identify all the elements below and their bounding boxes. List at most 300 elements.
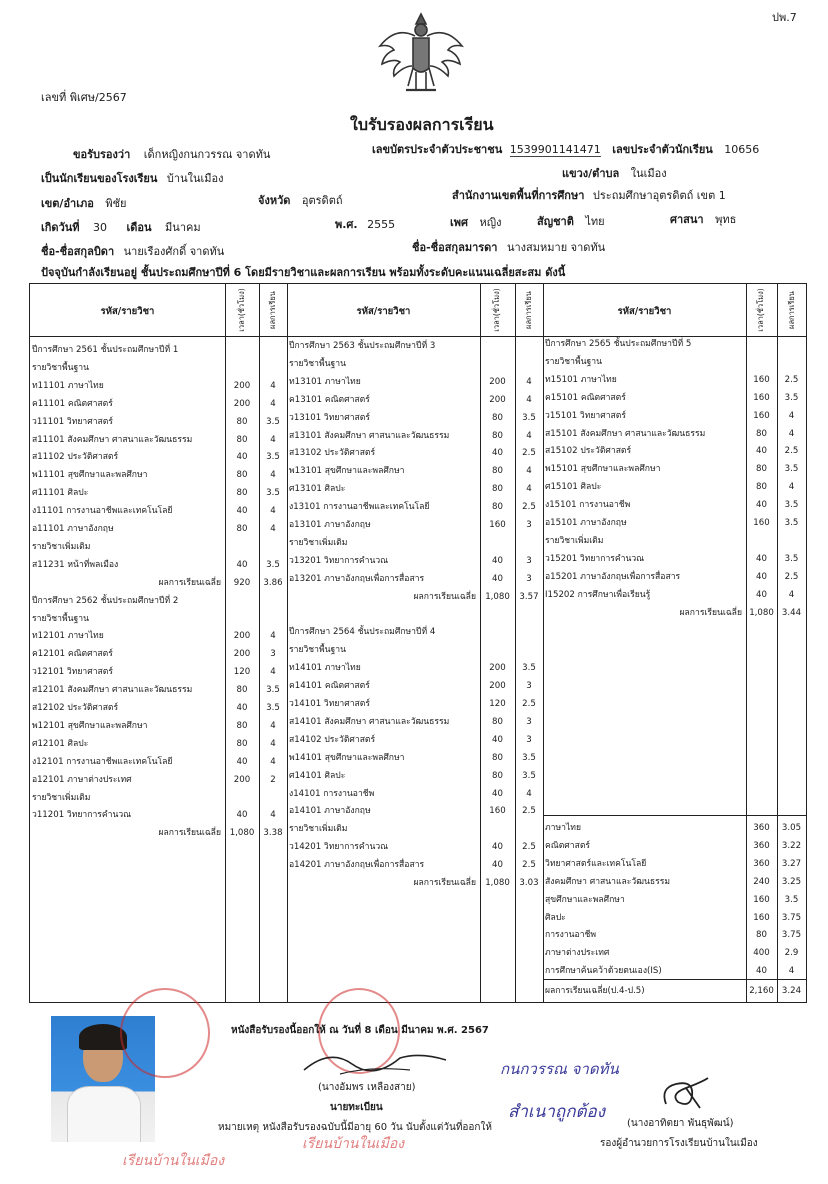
table-row [30,354,806,371]
table-row [30,856,806,873]
grade-cell: 2.5 [784,446,799,457]
hours-cell: 80 [756,482,767,493]
hours-cell: 40 [756,553,767,564]
certify-label: ขอรับรองว่า [73,148,131,161]
table-row [30,497,806,514]
grade-cell: 4 [526,394,532,405]
garuda-emblem [376,6,466,98]
born-label: เกิดวันที่ [41,221,80,234]
grade-cell: 4 [270,631,276,642]
summary-total-grade: 3.24 [781,986,802,996]
subject-cell: พ15101 สุขศึกษาและพลศึกษา [545,464,661,475]
table-row [30,750,806,767]
area: ประถมศึกษาอุตรดิตถ์ เขต 1 [592,189,726,202]
subject-cell: ภาษาต่างประเทศ [545,948,610,959]
hours-cell: 200 [489,376,506,387]
subject-cell: รายวิชาพื้นฐาน [32,362,89,373]
registrar-signature [300,1044,450,1078]
table-row [30,569,806,586]
subject-cell: ง15101 การงานอาชีพ [545,500,631,511]
summary-total-label: ผลการเรียนเฉลี่ย(ป.4-ป.5) [545,986,645,996]
hours-cell: 80 [492,466,503,477]
table-row [30,551,806,568]
subject-cell: ท15101 ภาษาไทย [545,374,617,385]
subject-cell: ว14201 วิทยาการคำนวณ [289,842,389,853]
grade-cell: 2.5 [522,502,536,513]
student-no: 10656 [724,143,760,156]
grade-cell: 3.86 [263,577,283,588]
province: อุตรดิตถ์ [301,194,343,207]
table-row [30,678,806,695]
hours-cell: 80 [492,502,503,513]
hours-cell: 80 [756,428,767,439]
subject-cell: ส14101 สังคมศึกษา ศาสนาและวัฒนธรรม [289,716,450,727]
subject-cell: คณิตศาสตร์ [545,840,591,851]
table-row [30,874,806,891]
id-label: เลขบัตรประจำตัวประชาชน [372,143,503,156]
table-row [30,732,806,749]
grade-cell: 4 [526,376,532,387]
subject-cell: ส11102 ประวัติศาสตร์ [32,452,119,463]
hours-cell: 160 [489,806,506,817]
hours-cell: 40 [756,500,767,511]
table-row [30,820,806,837]
subject-cell: รายวิชาพื้นฐาน [32,613,89,624]
grade-cell: 3.5 [266,685,280,696]
grade-cell: 4 [270,470,276,481]
grade-cell: 3.57 [519,591,539,602]
grade-cell: 2.5 [522,842,536,853]
subject-cell: รายวิชาเพิ่มเติม [32,541,91,552]
header-grade-1: ผลการเรียน [268,291,277,329]
hours-cell: 200 [233,649,251,660]
subject-cell: วิทยาศาสตร์และเทคโนโลยี [545,858,647,869]
registrar-name: (นางอัมพร เหลืองสาย) [318,1082,416,1093]
doc-number: เลขที่ พิเศษ/2567 [41,91,127,104]
handwriting-certified: สำเนาถูกต้อง [508,1102,606,1122]
grade-cell: 4 [526,466,532,477]
grade-cell: 2.9 [784,948,799,959]
table-row [30,768,806,785]
hours-cell: 200 [489,394,506,405]
hours-cell: 360 [753,858,770,869]
subject-cell: รายวิชาพื้นฐาน [289,645,346,656]
hours-cell: 40 [756,966,767,977]
subject-cell: พ11101 สุขศึกษาและพลศึกษา [32,470,148,481]
subject-cell: ง14101 การงานอาชีพ [289,788,375,799]
table-row [30,336,806,353]
subject-cell: ว11201 วิทยาการคำนวณ [32,810,132,821]
subject-cell: ศ15101 ศิลปะ [545,482,602,493]
grade-cell: 4 [270,434,276,445]
note: หมายเหตุ หนังสือรับรองฉบับนี้มีอายุ 60 วัน นับตั้งแต่วันที่ออกให้ [218,1122,492,1133]
hours-cell: 200 [233,380,251,391]
born-month: มีนาคม [165,221,201,234]
hours-cell: 80 [236,434,248,445]
hours-cell: 40 [756,571,767,582]
table-row [30,624,806,641]
subject-cell: ค15101 คณิตศาสตร์ [545,392,626,403]
subject-cell: รายวิชาเพิ่มเติม [289,824,348,835]
father-name: นายเรืองศักดิ์ จาดทัน [123,245,225,258]
hours-cell: 120 [233,667,251,678]
grade-cell: 3 [526,734,532,745]
hours-cell: 80 [236,470,248,481]
grade-cell: 2.5 [522,860,536,871]
subject-cell: อ13101 ภาษาอังกฤษ [289,520,371,530]
header-hours-3: เวลา(ชั่วโมง) [756,288,765,332]
hours-cell: 40 [756,446,767,457]
director-name: (นางอาทิตยา พันธุพัฒน์) [627,1118,734,1129]
subject-cell: ค13101 คณิตศาสตร์ [289,394,370,405]
grade-cell: 3 [526,681,532,692]
hours-cell: 40 [492,734,503,745]
hours-cell: 160 [753,410,770,421]
table-row [30,910,806,927]
grade-cell: 3.5 [266,416,280,427]
nationality-label: สัญชาติ [537,215,574,228]
header-hours-1: เวลา(ชั่วโมง) [237,288,246,332]
hours-cell: 80 [236,524,248,534]
subject-cell: ส15101 สังคมศึกษา ศาสนาและวัฒนธรรม [545,428,706,439]
subject-cell: ผลการเรียนเฉลี่ย [413,878,476,888]
id-number: 1539901141471 [509,143,601,156]
table-row [30,515,806,532]
table-row [30,927,806,944]
grade-cell: 2.5 [784,571,799,582]
subject-cell: อ15101 ภาษาอังกฤษ [545,518,627,528]
subject-cell: ท13101 ภาษาไทย [289,376,361,387]
grade-cell: 4 [270,756,276,767]
hours-cell: 40 [236,559,248,570]
grade-cell: 3 [526,716,532,727]
grade-cell: 4 [270,720,276,731]
subject-cell: รายวิชาเพิ่มเติม [289,537,348,548]
grade-cell: 4 [270,398,276,409]
registrar-title: นายทะเบียน [330,1102,383,1113]
hours-cell: 80 [236,416,248,427]
grade-cell: 3.44 [781,607,802,618]
grade-cell: 3.5 [522,412,536,423]
grade-cell: 4 [270,738,276,749]
hours-cell: 200 [233,631,251,642]
table-row [30,426,806,443]
header-subject-2: รหัส/รายวิชา [356,306,411,317]
grade-cell: 3.5 [784,894,799,905]
subject-cell: การศึกษาค้นคว้าด้วยตนเอง(IS) [545,966,662,977]
hours-cell: 80 [756,930,767,941]
subject-cell: ภาษาไทย [545,823,582,833]
grade-cell: 4 [788,482,795,493]
hours-cell: 240 [753,876,770,887]
grade-cell: 4 [270,667,276,678]
header-grade-2: ผลการเรียน [524,291,533,329]
subject-cell: ว13201 วิทยาการคำนวณ [289,555,389,566]
student-name: เด็กหญิงกนกวรรณ จาดทัน [143,148,271,161]
seal-text-left: เรียนบ้านในเมือง [122,1153,225,1169]
hours-cell: 160 [753,894,770,905]
subject-cell: พ12101 สุขศึกษาและพลศึกษา [32,720,148,731]
director-title: รองผู้อำนวยการโรงเรียนบ้านในเมือง [600,1138,758,1149]
subject-cell: อ14201 ภาษาอังกฤษเพื่อการสื่อสาร [289,860,425,871]
subject-cell: ค14101 คณิตศาสตร์ [289,681,370,692]
subject-cell: สุขศึกษาและพลศึกษา [545,894,625,905]
grade-cell: 3.5 [266,488,280,499]
grade-cell: 3.5 [784,518,799,528]
grade-cell: 2.5 [522,806,536,817]
table-row [30,945,806,962]
subject-cell: ปีการศึกษา 2564 ชั้นประถมศึกษาปีที่ 4 [289,627,436,638]
subject-cell: สังคมศึกษา ศาสนาและวัฒนธรรม [545,876,670,887]
subject-cell: การงานอาชีพ [545,930,597,941]
transcript-table [29,283,807,1003]
subject-cell: ศ13101 ศิลปะ [289,484,346,495]
grade-cell: 4 [526,788,532,799]
school-seal-left [120,988,210,1078]
hours-cell: 80 [236,720,248,731]
hours-cell: 40 [236,506,248,517]
subject-cell: อ15201 ภาษาอังกฤษเพื่อการสื่อสาร [545,571,681,582]
subject-cell: ส13102 ประวัติศาสตร์ [289,448,376,459]
hours-cell: 80 [492,412,503,423]
table-row [30,533,806,550]
province-label: จังหวัด [258,194,291,207]
subject-cell: ศ12101 ศิลปะ [32,738,89,749]
table-row [30,408,806,425]
district-label: เขต/อำเภอ [41,197,94,210]
hours-cell: 80 [756,464,767,475]
subject-cell: ปีการศึกษา 2561 ชั้นประถมศึกษาปีที่ 1 [32,345,179,355]
hours-cell: 80 [236,738,248,749]
grade-cell: 4 [788,589,795,600]
grade-cell: 2.5 [784,374,799,385]
hours-cell: 360 [753,840,770,851]
grade-cell: 4 [788,428,795,439]
subject-cell: ว11101 วิทยาศาสตร์ [32,416,113,427]
table-row [30,892,806,909]
hours-cell: 40 [492,788,503,799]
grade-cell: 2.5 [522,699,536,709]
hours-cell: 40 [492,842,503,853]
subject-cell: อ12101 ภาษาต่างประเทศ [32,774,132,785]
subject-cell: ท12101 ภาษาไทย [32,631,104,642]
table-row [30,390,806,407]
grade-cell: 3.5 [266,703,280,713]
hours-cell: 160 [753,392,770,403]
grade-cell: 3.5 [266,452,280,463]
subdistrict: ในเมือง [630,167,667,180]
grade-cell: 3.5 [266,559,280,570]
issue-date: หนังสือรับรองนี้ออกให้ ณ วันที่ 8 เดือน มีนาคม พ.ศ. 2567 [231,1025,489,1036]
father-label: ชื่อ-ชื่อสกุลบิดา [41,245,115,258]
hours-cell: 40 [236,452,248,463]
status-line: ปัจจุบันกำลังเรียนอยู่ ชั้นประถมศึกษาปีที่ 6 โดยมีรายวิชาและผลการเรียน พร้อมทั้งระดับคะแนนเฉลี่ยสะสม ดังนี้ [41,266,566,279]
subject-cell: ท14101 ภาษาไทย [289,663,361,674]
subject-cell: ส11231 หน้าที่พลเมือง [32,559,119,570]
hours-cell: 200 [233,774,251,785]
subject-cell: ค12101 คณิตศาสตร์ [32,649,113,660]
table-row [30,479,806,496]
grade-cell: 2 [270,774,276,785]
table-row [30,838,806,855]
grade-cell: 3.25 [781,876,802,887]
mother-label: ชื่อ-ชื่อสกุลมารดา [412,241,498,254]
grade-cell: 3.22 [781,840,802,851]
grade-cell: 3 [270,649,276,660]
hours-cell: 40 [492,573,503,584]
page-title: ใบรับรองผลการเรียน [350,115,494,134]
hours-cell: 120 [489,699,506,709]
header-grade-3: ผลการเรียน [787,291,796,329]
hours-cell: 40 [756,589,767,600]
table-row [30,660,806,677]
hours-cell: 160 [753,518,770,528]
hours-cell: 80 [236,685,248,696]
hours-cell: 1,080 [229,828,255,839]
hours-cell: 80 [492,770,503,781]
born-year: 2555 [367,218,396,231]
summary-total-hours: 2,160 [749,986,774,996]
school-name: บ้านในเมือง [166,172,224,185]
hours-cell: 1,080 [749,607,774,618]
subject-cell: รายวิชาเพิ่มเติม [545,535,604,546]
grade-cell: 4 [526,430,532,441]
subject-cell: ท11101 ภาษาไทย [32,380,104,391]
hours-cell: 200 [489,663,506,674]
subject-cell: ส13101 สังคมศึกษา ศาสนาและวัฒนธรรม [289,430,450,441]
grade-cell: 3.5 [784,464,799,475]
hours-cell: 200 [233,398,251,409]
subject-cell: อ14101 ภาษาอังกฤษ [289,806,371,817]
grade-cell: 3 [526,520,532,530]
header-hours-2: เวลา(ชั่วโมง) [492,288,501,332]
subject-cell: ว14101 วิทยาศาสตร์ [289,699,370,709]
school-label: เป็นนักเรียนของโรงเรียน [41,172,158,185]
hours-cell: 80 [492,752,503,763]
religion: พุทธ [715,213,737,226]
hours-cell: 80 [492,716,503,727]
grade-cell: 3.5 [784,553,799,564]
subject-cell: ปีการศึกษา 2562 ชั้นประถมศึกษาปีที่ 2 [32,595,179,606]
grade-cell: 3.27 [781,858,802,869]
grade-cell: 3.75 [781,930,802,941]
handwriting-name: กนกวรรณ จาดทัน [500,1060,619,1078]
hours-cell: 40 [236,703,248,713]
subject-cell: รายวิชาพื้นฐาน [545,356,602,367]
grade-cell: 4 [270,380,276,391]
header-subject-3: รหัส/รายวิชา [617,306,672,317]
grade-cell: 3.5 [784,500,799,511]
subject-cell: ค11101 คณิตศาสตร์ [32,398,113,409]
area-label: สำนักงานเขตพื้นที่การศึกษา [452,189,585,202]
hours-cell: 80 [236,488,248,499]
subject-cell: ส11101 สังคมศึกษา ศาสนาและวัฒนธรรม [32,434,193,445]
table-row [30,786,806,803]
student-no-label: เลขประจำตัวนักเรียน [612,143,713,156]
subject-cell: ง11101 การงานอาชีพและเทคโนโลยี [32,506,173,517]
subject-cell: ส14102 ประวัติศาสตร์ [289,734,376,745]
subject-cell: ปีการศึกษา 2565 ชั้นประถมศึกษาปีที่ 5 [545,339,692,349]
hours-cell: 1,080 [485,591,510,602]
religion-label: ศาสนา [670,213,704,226]
hours-cell: 80 [492,430,503,441]
grade-cell: 4 [526,484,532,495]
subject-cell: อ11101 ภาษาอังกฤษ [32,524,114,534]
seal-text-right: เรียนบ้านในเมือง [302,1136,405,1152]
subject-cell: ว15201 วิทยาการคำนวณ [545,553,645,564]
subject-cell: ปีการศึกษา 2563 ชั้นประถมศึกษาปีที่ 3 [289,341,436,351]
grade-cell: 3.38 [263,828,283,839]
hours-cell: 80 [492,484,503,495]
subject-cell: ว13101 วิทยาศาสตร์ [289,412,370,423]
table-row [30,461,806,478]
grade-cell: 3 [526,555,532,566]
hours-cell: 1,080 [485,878,510,888]
subdistrict-label: แขวง/ตำบล [562,167,620,180]
subject-cell: รายวิชาเพิ่มเติม [32,792,91,803]
subject-cell: ผลการเรียนเฉลี่ย [679,607,742,618]
doc-code: ปพ.7 [772,11,797,24]
table-row [30,963,806,980]
sex-label: เพศ [450,216,468,229]
hours-cell: 160 [489,520,506,530]
table-row [30,696,806,713]
director-signature [656,1074,716,1114]
grade-cell: 4 [788,966,795,977]
subject-cell: รายวิชาพื้นฐาน [289,358,346,369]
grade-cell: 4 [270,810,276,821]
sex: หญิง [479,216,502,229]
grade-cell: 3.5 [522,752,536,763]
grade-cell: 4 [270,506,276,517]
year-label: พ.ศ. [335,218,358,231]
subject-cell: พ14101 สุขศึกษาและพลศึกษา [289,752,405,763]
district: พิชัย [105,197,127,210]
grade-cell: 4 [788,410,795,421]
hours-cell: 40 [236,810,248,821]
grade-cell: 3.03 [519,878,539,888]
born-day: 30 [93,221,108,234]
hours-cell: 360 [753,823,770,833]
grade-cell: 3.75 [781,912,802,923]
subject-cell: ส12101 สังคมศึกษา ศาสนาและวัฒนธรรม [32,685,193,696]
subject-cell: ง13101 การงานอาชีพและเทคโนโลยี [289,502,430,513]
grade-cell: 3.5 [784,392,799,403]
subject-cell: อ13201 ภาษาอังกฤษเพื่อการสื่อสาร [289,573,425,584]
grade-cell: 3.05 [781,823,802,833]
mother-name: นางสมหมาย จาดทัน [506,241,606,254]
nationality: ไทย [585,215,605,228]
table-row [30,803,806,820]
subject-cell: ส12102 ประวัติศาสตร์ [32,703,119,713]
subject-cell: ผลการเรียนเฉลี่ย [413,591,476,602]
hours-cell: 400 [753,948,770,959]
grade-cell: 4 [270,524,276,534]
grade-cell: 2.5 [522,448,536,459]
hours-cell: 40 [492,448,503,459]
table-row [30,443,806,460]
subject-cell: ศ14101 ศิลปะ [289,770,346,781]
subject-cell: ศ11101 ศิลปะ [32,488,89,499]
grade-cell: 3.5 [522,770,536,781]
hours-cell: 40 [236,756,248,767]
header-subject-1: รหัส/รายวิชา [100,306,155,317]
table-row [30,372,806,389]
table-row [30,605,806,622]
hours-cell: 160 [753,374,770,385]
subject-cell: ผลการเรียนเฉลี่ย [158,577,221,588]
grade-cell: 3 [526,573,532,584]
